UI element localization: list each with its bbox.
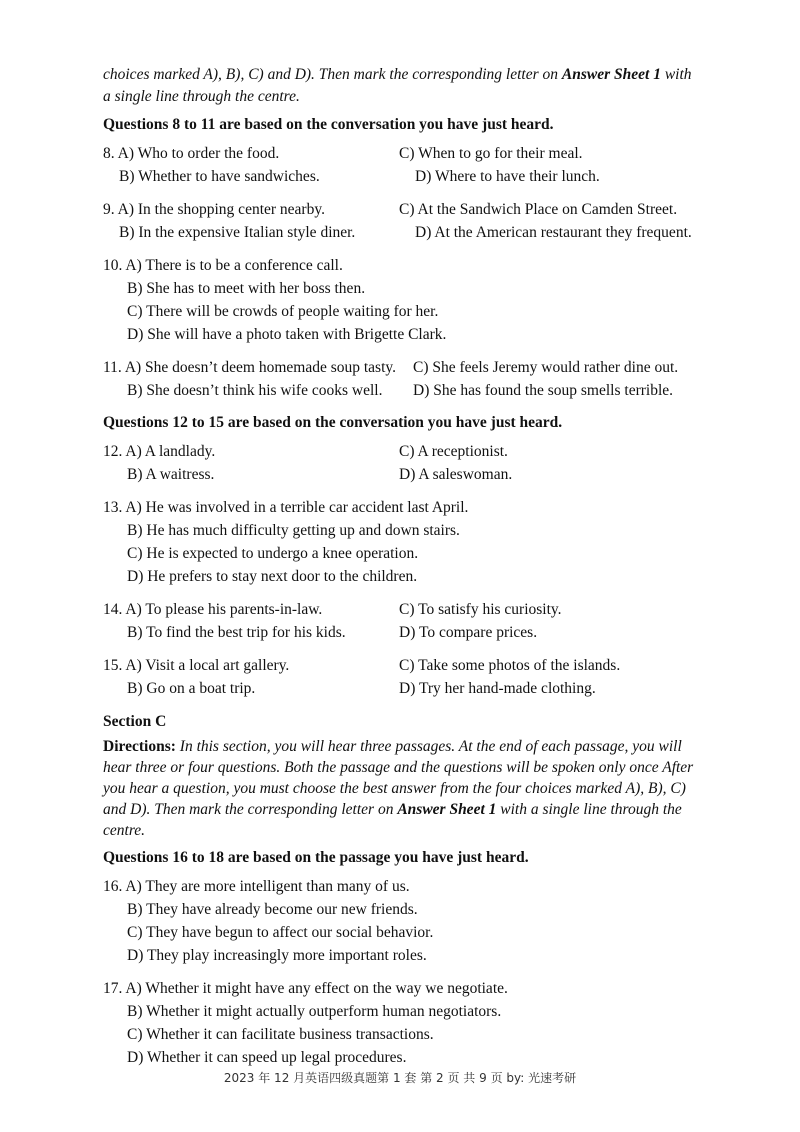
q14-option-b: B) To find the best trip for his kids. — [127, 624, 346, 641]
q10-option-b: B) She has to meet with her boss then. — [127, 280, 366, 297]
question-group-heading-16-18: Questions 16 to 18 are based on the passage you have just heard. — [103, 849, 529, 866]
q17-option-c: C) Whether it can facilitate business transactions. — [127, 1026, 434, 1043]
question-17 — [103, 977, 703, 1069]
q10-option-a: 10. A) There is to be a conference call. — [103, 257, 343, 274]
q10-option-d: D) She will have a photo taken with Brigette Clark. — [127, 326, 447, 343]
q14-option-d: D) To compare prices. — [399, 624, 538, 641]
q15-option-d: D) Try her hand-made clothing. — [399, 680, 596, 697]
instructions-text-2: with a single line through the centre. — [103, 66, 692, 105]
question-16 — [103, 875, 703, 967]
directions-text-2: with a single line through the centre. — [103, 801, 682, 839]
answer-sheet-ref: Answer Sheet 1 — [561, 66, 661, 83]
q8-option-b: B) Whether to have sandwiches. — [119, 168, 320, 185]
section-c-directions — [103, 736, 703, 841]
page-content — [103, 64, 703, 1079]
q10-option-c: C) There will be crowds of people waiting for her. — [127, 303, 439, 320]
q15-option-a: 15. A) Visit a local art gallery. — [103, 657, 290, 674]
q15-option-b: B) Go on a boat trip. — [127, 680, 256, 697]
q13-option-a: 13. A) He was involved in a terrible car accident last April. — [103, 499, 469, 516]
question-14 — [103, 598, 703, 644]
q14-option-a: 14. A) To please his parents-in-law. — [103, 601, 323, 618]
q14-option-c: C) To satisfy his curiosity. — [399, 601, 562, 618]
q12-option-a: 12. A) A landlady. — [103, 443, 216, 460]
q11-option-a: 11. A) She doesn’t deem homemade soup tasty. — [103, 359, 397, 376]
q13-option-b: B) He has much difficulty getting up and down stairs. — [127, 522, 460, 539]
q12-option-c: C) A receptionist. — [399, 443, 508, 460]
instructions-text-1: choices marked A), B), C) and D). Then mark the corresponding letter on — [103, 66, 562, 83]
section-c-title: Section C — [103, 713, 167, 730]
q9-option-b: B) In the expensive Italian style diner. — [119, 224, 356, 241]
q8-option-d: D) Where to have their lunch. — [415, 168, 600, 185]
q17-option-b: B) Whether it might actually outperform human negotiators. — [127, 1003, 502, 1020]
q9-option-c: C) At the Sandwich Place on Camden Street. — [399, 201, 678, 218]
q16-option-c: C) They have begun to affect our social behavior. — [127, 924, 434, 941]
q9-option-d: D) At the American restaurant they frequent. — [415, 224, 692, 241]
question-8 — [103, 142, 703, 188]
q12-option-d: D) A saleswoman. — [399, 466, 513, 483]
directions-label: Directions: — [103, 738, 176, 755]
q11-option-b: B) She doesn’t think his wife cooks well. — [127, 382, 383, 399]
directions-text-1: In this section, you will hear three passages. At the end of each passage, you will hear three or four questions. Both the passage and the questions will be spoken only once After you hear a question, you must choose the best answer from the four choices marked A), B), C) and D). Then mark the corresponding letter on — [103, 738, 694, 818]
directions-answer-sheet-ref: Answer Sheet 1 — [397, 801, 497, 818]
page-footer: 2023 年 12 月英语四级真题第 1 套 第 2 页 共 9 页 by: 光速考研 — [223, 1071, 577, 1085]
question-group-heading-8-11: Questions 8 to 11 are based on the conversation you have just heard. — [103, 116, 554, 133]
q12-option-b: B) A waitress. — [127, 466, 215, 483]
question-10 — [103, 254, 703, 346]
question-13 — [103, 496, 703, 588]
q16-option-a: 16. A) They are more intelligent than many of us. — [103, 878, 410, 895]
q9-option-a: 9. A) In the shopping center nearby. — [103, 201, 325, 218]
q8-option-a: 8. A) Who to order the food. — [103, 145, 280, 162]
question-11 — [103, 356, 703, 402]
q11-option-d: D) She has found the soup smells terrible. — [413, 382, 674, 399]
q13-option-d: D) He prefers to stay next door to the children. — [127, 568, 418, 585]
q11-option-c: C) She feels Jeremy would rather dine out. — [413, 359, 679, 376]
q16-option-d: D) They play increasingly more important roles. — [127, 947, 427, 964]
question-12 — [103, 440, 703, 486]
q17-option-a: 17. A) Whether it might have any effect on the way we negotiate. — [103, 980, 508, 997]
listening-instructions — [103, 64, 703, 108]
q17-option-d: D) Whether it can speed up legal procedures. — [127, 1049, 407, 1066]
question-9 — [103, 198, 703, 244]
q13-option-c: C) He is expected to undergo a knee operation. — [127, 545, 419, 562]
q15-option-c: C) Take some photos of the islands. — [399, 657, 621, 674]
q16-option-b: B) They have already become our new friends. — [127, 901, 418, 918]
question-15 — [103, 654, 703, 700]
q8-option-c: C) When to go for their meal. — [399, 145, 583, 162]
question-group-heading-12-15: Questions 12 to 15 are based on the conversation you have just heard. — [103, 414, 563, 431]
